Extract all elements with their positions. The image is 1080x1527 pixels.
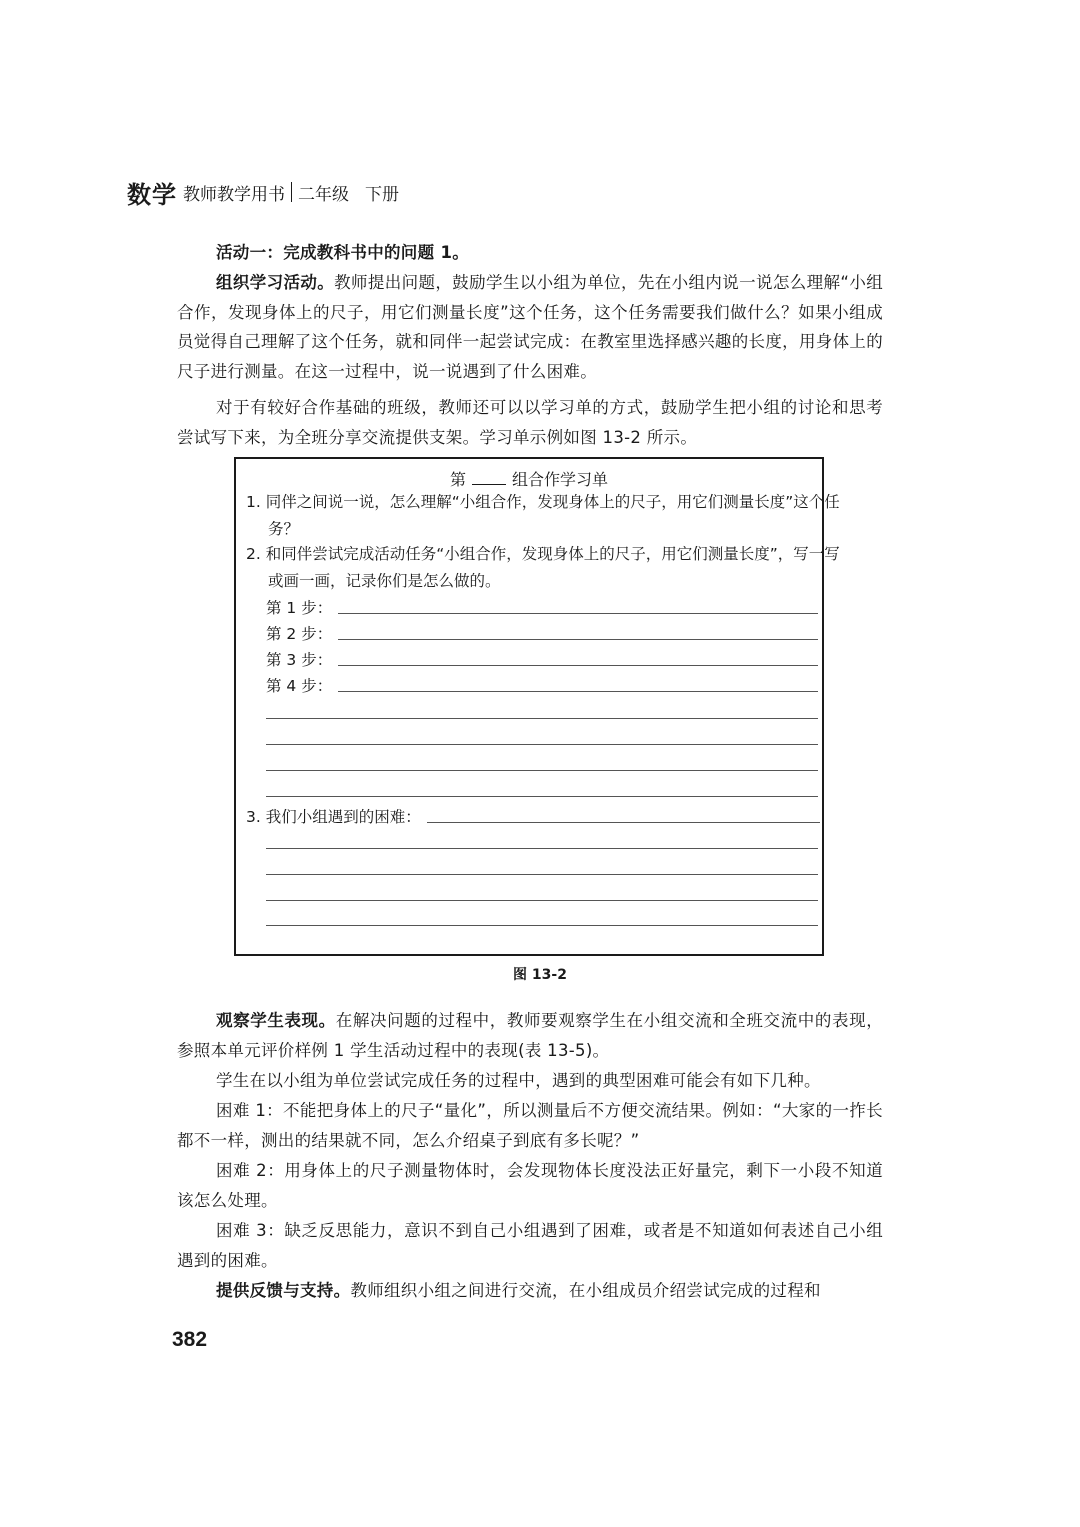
paragraph-worksheet-intro: 对于有较好合作基础的班级，教师还可以以学习单的方式，鼓励学生把小组的讨论和思考尝试写下来，为全班分享交流提供支架。学习单示例如图 13-2 所示。: [177, 398, 883, 447]
paragraph-lead: 组织学习活动。: [216, 273, 335, 292]
step-row: [266, 644, 818, 670]
running-header: [127, 172, 399, 212]
answer-line: [266, 900, 818, 901]
worksheet-question-1: 1. 同伴之间说一说，怎么理解“小组合作，发现身体上的尺子，用它们测量长度”这个任务？: [246, 493, 840, 538]
answer-line: [338, 665, 818, 666]
worksheet-title: [236, 467, 822, 490]
paragraph-organize: [177, 268, 883, 386]
answer-line: [266, 874, 818, 875]
difficulty-2: 困难 2：用身体上的尺子测量物体时，会发现物体长度没法正好量完，剩下一小段不知道该怎么处理。: [177, 1161, 883, 1210]
answer-line: [338, 639, 818, 640]
volume-label: 下册: [365, 184, 399, 205]
worksheet-title-suffix: 组合作学习单: [512, 470, 609, 489]
answer-line: [266, 718, 818, 719]
answer-line: [338, 613, 818, 614]
page-number: 382: [172, 1328, 208, 1351]
difficulty-1: 困难 1：不能把身体上的尺子“量化”，所以测量后不方便交流结果。例如：“大家的一拃长都不一样，测出的结果就不同，怎么介绍桌子到底有多长呢？”: [177, 1101, 883, 1150]
worksheet-title-prefix: 第: [449, 470, 466, 489]
difficulty-3: 困难 3：缺乏反思能力，意识不到自己小组遇到了困难，或者是不知道如何表述自己小组遇到的困难。: [177, 1221, 883, 1270]
paragraph-text: 在解决问题的过程中，教师要观察学生在小组交流和全班交流中的表现，参照本单元评价样例 1 学生活动过程中的表现(表 13-5)。: [177, 1011, 883, 1060]
paragraph-lead: 提供反馈与支持。: [216, 1281, 351, 1300]
answer-line: [266, 848, 818, 849]
paragraph-feedback: [177, 1276, 883, 1306]
answer-line: [266, 744, 818, 745]
paragraph-text: 教师组织小组之间进行交流，在小组成员介绍尝试完成的过程和: [350, 1281, 821, 1300]
step-row: [266, 592, 818, 618]
paragraph-text: 教师提出问题，鼓励学生以小组为单位，先在小组内说一说怎么理解“小组合作，发现身体上的尺子，用它们测量长度”这个任务，这个任务需要我们做什么？如果小组成员觉得自己理解了这个任务，就和同伴一起尝试完成：在教室里选择感兴趣的长度，用身体上的尺子进行测量。在这一过程中，说一说遇到了什么困难。: [177, 273, 883, 381]
step-row: [266, 670, 818, 696]
subject-label: 数学: [127, 179, 177, 209]
book-title: 教师教学用书: [183, 184, 285, 205]
answer-line: [427, 822, 820, 823]
answer-line: [266, 925, 818, 926]
step-label: 第 4 步：: [266, 677, 333, 695]
group-number-blank: [472, 470, 506, 485]
step-label: 第 2 步：: [266, 625, 333, 643]
header-divider: [291, 182, 292, 202]
activity-title: 活动一：完成教科书中的问题 1。: [216, 243, 470, 262]
paragraph-lead: 观察学生表现。: [216, 1011, 336, 1030]
figure-caption: 图 13-2: [513, 967, 567, 983]
worksheet-question-3: [246, 801, 820, 827]
question-3-label: 3. 我们小组遇到的困难：: [246, 808, 421, 826]
grade-label: 二年级: [298, 184, 349, 205]
worksheet-box: [234, 457, 840, 956]
step-label: 第 3 步：: [266, 651, 333, 669]
step-row: [266, 618, 818, 644]
answer-line: [266, 770, 818, 771]
answer-line: [338, 691, 818, 692]
answer-line: [266, 796, 818, 797]
worksheet-question-2: 2. 和同伴尝试完成活动任务“小组合作，发现身体上的尺子，用它们测量长度”，写一写或画一画，记录你们是怎么做的。: [246, 545, 840, 590]
paragraph-difficulties-intro: 学生在以小组为单位尝试完成任务的过程中，遇到的典型困难可能会有如下几种。: [216, 1071, 821, 1090]
step-label: 第 1 步：: [266, 599, 333, 617]
paragraph-observe: [177, 1006, 883, 1065]
